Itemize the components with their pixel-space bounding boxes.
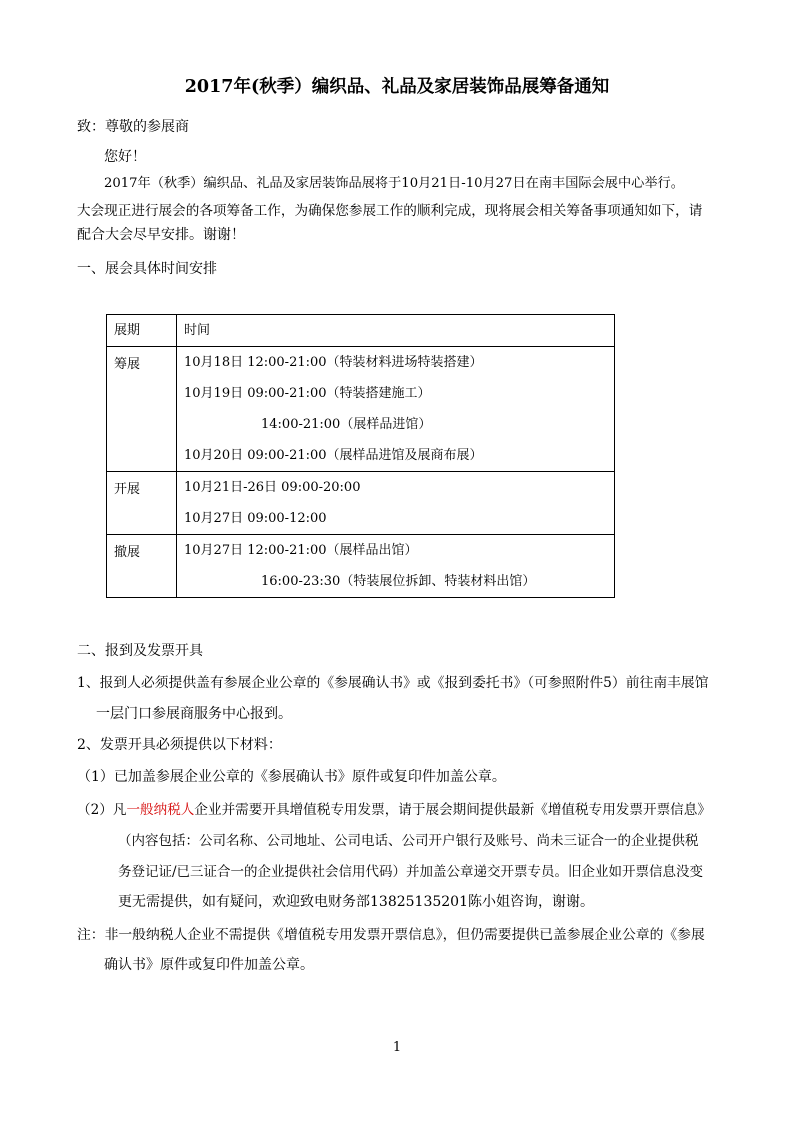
time-cell (177, 535, 615, 598)
section-2-heading: 二、报到及发票开具 (77, 643, 203, 659)
time-line: 10月21日-26日 09:00-20:00 (184, 480, 361, 495)
table-row (107, 472, 615, 535)
phase-cell: 开展 (107, 472, 177, 535)
phase-cell: 撤展 (107, 535, 177, 598)
header-time: 时间 (184, 323, 211, 338)
item-1-line-1: 1、报到人必须提供盖有参展企业公章的《参展确认书》或《报到委托书》（可参照附件5）前往南丰展馆 (77, 675, 709, 691)
section-1-heading: 一、展会具体时间安排 (77, 261, 217, 277)
table-header-row (107, 315, 615, 347)
table-row (107, 347, 615, 472)
sub-item-1: （1）已加盖参展企业公章的《参展确认书》原件或复印件加盖公章。 (77, 769, 506, 785)
phase-cell: 筹展 (107, 347, 177, 472)
document-title: 2017年(秋季）编织品、礼品及家居装饰品展筹备通知 (184, 77, 610, 97)
page-number: 1 (392, 1040, 402, 1055)
intro-line-3: 配合大会尽早安排。谢谢！ (77, 227, 245, 243)
time-cell (177, 472, 615, 535)
sub-item-2-rest: 企业并需要开具增值税专用发票，请于展会期间提供最新《增值税专用发票开票信息》 (194, 802, 711, 818)
time-line: 10月20日 09:00-21:00（展样品进馆及展商布展） (184, 448, 483, 463)
header-phase-cell (107, 315, 177, 347)
intro-line-2: 大会现正进行展会的各项筹备工作，为确保您参展工作的顺利完成，现将展会相关筹备事项通知如下，请 (77, 203, 703, 219)
time-cell (177, 347, 615, 472)
salutation: 致：尊敬的参展商 (77, 119, 189, 135)
note-line-2: 确认书》原件或复印件加盖公章。 (104, 957, 314, 973)
note-line-1: 注：非一般纳税人企业不需提供《增值税专用发票开票信息》，但仍需要提供已盖参展企业公章的《参展 (77, 927, 705, 943)
item-2: 2、发票开具必须提供以下材料： (77, 737, 282, 753)
sub-item-2-line-3: 务登记证/已三证合一的企业提供社会信用代码）并加盖公章递交开票专员。旧企业如开票信息没变 (118, 864, 704, 880)
time-line: 16:00-23:30（特装展位拆卸、特装材料出馆） (261, 574, 536, 589)
item-1-line-2: 一层门口参展商服务中心报到。 (96, 706, 292, 722)
sub-item-2-line-1 (77, 798, 711, 818)
time-line: 10月18日 12:00-21:00（特装材料进场特装搭建） (184, 355, 483, 370)
greeting-line: 您好！ (104, 149, 146, 165)
time-line: 10月27日 12:00-21:00（展样品出馆） (184, 543, 418, 558)
time-line: 14:00-21:00（展样品进馆） (261, 417, 432, 432)
time-line: 10月19日 09:00-21:00（特装搭建施工） (184, 386, 431, 401)
intro-line-1: 2017年（秋季）编织品、礼品及家居装饰品展将于10月21日-10月27日在南丰国际会展中心举行。 (104, 176, 684, 191)
header-phase: 展期 (114, 323, 141, 338)
table-row (107, 535, 615, 598)
sub-item-2-line-4: 更无需提供，如有疑问，欢迎致电财务部13825135201陈小姐咨询，谢谢。 (118, 894, 594, 910)
schedule-table (106, 314, 615, 598)
sub-item-2-prefix: （2）凡 (77, 802, 127, 818)
sub-item-2-line-2: （内容包括：公司名称、公司地址、公司电话、公司开户银行及账号、尚未三证合一的企业提供税 (118, 833, 699, 849)
general-taxpayer-highlight: 一般纳税人 (126, 802, 195, 818)
time-line: 10月27日 09:00-12:00 (184, 511, 327, 526)
header-time-cell (177, 315, 615, 347)
